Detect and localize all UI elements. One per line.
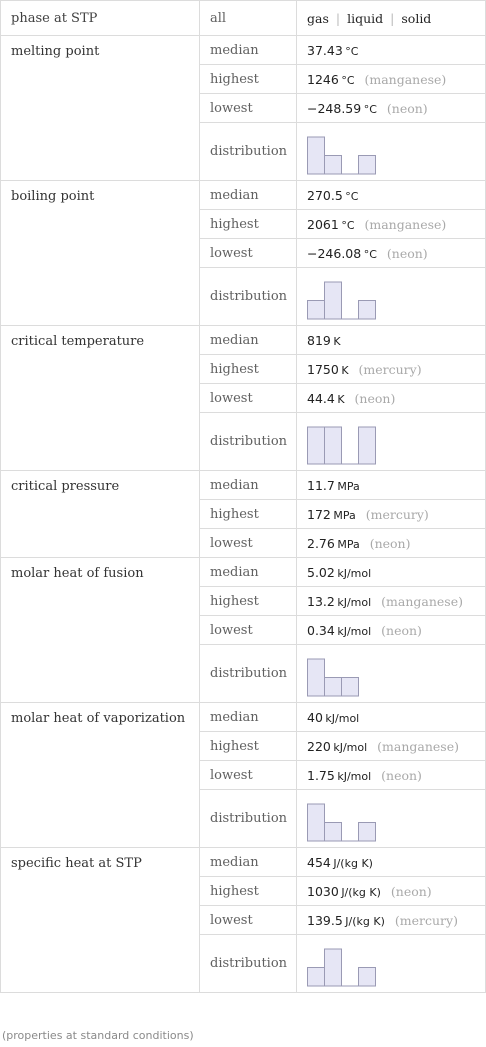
- melting-point-lowest-value: [297, 94, 486, 123]
- value-unit: kJ/mol: [325, 711, 360, 725]
- stat-label: median: [200, 471, 297, 500]
- value-unit: MPa: [333, 508, 356, 522]
- header-phases: [297, 1, 486, 36]
- distribution-histogram: [297, 935, 486, 993]
- critical-pressure-median-row: [1, 471, 486, 500]
- histogram-bar: [325, 427, 342, 464]
- molar-heat-of-fusion-median-value: [297, 558, 486, 587]
- stat-label: highest: [200, 210, 297, 239]
- histogram-bar: [325, 822, 342, 841]
- molar-heat-of-vaporization-median-row: [1, 703, 486, 732]
- stat-label: lowest: [200, 616, 297, 645]
- value-note: (manganese): [364, 71, 447, 87]
- header-phase-label: phase at STP: [1, 1, 200, 36]
- value-note: (neon): [390, 883, 432, 899]
- boiling-point-median-row: [1, 181, 486, 210]
- value-unit: °C: [363, 247, 377, 261]
- histogram-svg: [307, 938, 387, 990]
- distribution-histogram: [297, 790, 486, 848]
- histogram-svg: [307, 793, 387, 845]
- boiling-point-median-value: [297, 181, 486, 210]
- value-unit: kJ/mol: [337, 566, 372, 580]
- value-unit: kJ/mol: [337, 624, 372, 638]
- value-number: 270.5: [307, 187, 343, 203]
- value-unit: °C: [363, 102, 377, 116]
- value-number: 44.4: [307, 390, 335, 406]
- stat-label: lowest: [200, 384, 297, 413]
- molar-heat-of-vaporization-lowest-value: [297, 761, 486, 790]
- phase-separator: |: [390, 10, 395, 26]
- value-unit: kJ/mol: [337, 769, 372, 783]
- boiling-point-highest-value: [297, 210, 486, 239]
- melting-point-median-value: [297, 36, 486, 65]
- stat-label: median: [200, 558, 297, 587]
- critical-temperature-lowest-value: [297, 384, 486, 413]
- value-number: −246.08: [307, 245, 362, 261]
- critical-temperature-highest-value: [297, 355, 486, 384]
- value-unit: °C: [345, 189, 359, 203]
- footnote: (properties at standard conditions): [2, 1029, 194, 1042]
- stat-label: lowest: [200, 94, 297, 123]
- stat-label: highest: [200, 500, 297, 529]
- histogram-bar: [325, 282, 342, 319]
- value-number: 454: [307, 854, 331, 870]
- value-number: 1.75: [307, 767, 335, 783]
- value-number: 37.43: [307, 42, 343, 58]
- distribution-histogram: [297, 268, 486, 326]
- histogram-bar: [359, 822, 376, 841]
- value-unit: kJ/mol: [333, 740, 368, 754]
- stat-label: distribution: [200, 123, 297, 181]
- value-note: (manganese): [381, 593, 463, 609]
- value-number: 172: [307, 506, 331, 522]
- value-number: 5.02: [307, 564, 335, 580]
- histogram-bar: [325, 949, 342, 986]
- phase-gas: gas: [307, 10, 329, 26]
- specific-heat-at-stp-highest-value: [297, 877, 486, 906]
- stat-label: median: [200, 181, 297, 210]
- stat-label: lowest: [200, 239, 297, 268]
- phase-solid: solid: [401, 10, 432, 26]
- property-name: boiling point: [1, 181, 200, 326]
- histogram-bar: [359, 427, 376, 464]
- molar-heat-of-fusion-lowest-value: [297, 616, 486, 645]
- histogram-bar: [308, 300, 325, 319]
- property-name: critical pressure: [1, 471, 200, 558]
- stat-label: highest: [200, 732, 297, 761]
- value-note: (neon): [386, 245, 428, 261]
- value-unit: MPa: [337, 537, 360, 551]
- histogram-bar: [325, 677, 342, 696]
- value-unit: J/(kg K): [333, 856, 373, 870]
- value-unit: °C: [341, 218, 355, 232]
- molar-heat-of-fusion-highest-value: [297, 587, 486, 616]
- value-unit: J/(kg K): [345, 914, 385, 928]
- histogram-bar: [359, 300, 376, 319]
- value-number: 220: [307, 738, 331, 754]
- value-number: 40: [307, 709, 323, 725]
- value-note: (neon): [381, 767, 422, 783]
- stat-label: median: [200, 326, 297, 355]
- stat-label: highest: [200, 587, 297, 616]
- value-number: 2.76: [307, 535, 335, 551]
- molar-heat-of-vaporization-median-value: [297, 703, 486, 732]
- value-number: 0.34: [307, 622, 335, 638]
- value-number: 2061: [307, 216, 339, 232]
- histogram-svg: [307, 126, 387, 178]
- histogram-bar: [342, 677, 359, 696]
- histogram-svg: [307, 271, 387, 323]
- value-unit: °C: [341, 73, 355, 87]
- property-name: molar heat of fusion: [1, 558, 200, 703]
- stat-label: distribution: [200, 413, 297, 471]
- value-note: (neon): [381, 622, 422, 638]
- boiling-point-lowest-value: [297, 239, 486, 268]
- property-name: specific heat at STP: [1, 848, 200, 993]
- stat-label: distribution: [200, 645, 297, 703]
- critical-pressure-lowest-value: [297, 529, 486, 558]
- value-number: 1246: [307, 71, 339, 87]
- stat-label: median: [200, 848, 297, 877]
- value-unit: kJ/mol: [337, 595, 372, 609]
- value-number: 1750: [307, 361, 339, 377]
- stat-label: lowest: [200, 761, 297, 790]
- stat-label: distribution: [200, 790, 297, 848]
- histogram-bar: [308, 804, 325, 841]
- value-number: 11.7: [307, 477, 335, 493]
- histogram-bar: [308, 659, 325, 696]
- value-unit: MPa: [337, 479, 360, 493]
- phase-separator: |: [335, 10, 341, 26]
- value-unit: K: [341, 363, 349, 377]
- value-unit: °C: [345, 44, 359, 58]
- value-unit: K: [333, 334, 341, 348]
- value-number: 13.2: [307, 593, 335, 609]
- molar-heat-of-vaporization-highest-value: [297, 732, 486, 761]
- histogram-bar: [308, 427, 325, 464]
- value-number: 139.5: [307, 912, 343, 928]
- melting-point-highest-value: [297, 65, 486, 94]
- stat-label: median: [200, 703, 297, 732]
- histogram-bar: [308, 967, 325, 986]
- value-note: (neon): [354, 390, 396, 406]
- histogram-bar: [359, 967, 376, 986]
- value-note: (manganese): [377, 738, 459, 754]
- value-note: (mercury): [365, 506, 429, 522]
- stat-label: distribution: [200, 935, 297, 993]
- specific-heat-at-stp-median-value: [297, 848, 486, 877]
- stat-label: highest: [200, 355, 297, 384]
- histogram-svg: [307, 416, 387, 468]
- header-all-label: all: [200, 1, 297, 36]
- value-note: (neon): [369, 535, 411, 551]
- value-number: 1030: [307, 883, 339, 899]
- molar-heat-of-fusion-median-row: [1, 558, 486, 587]
- critical-temperature-median-row: [1, 326, 486, 355]
- value-number: −248.59: [307, 100, 362, 116]
- value-note: (mercury): [394, 912, 458, 928]
- stat-label: lowest: [200, 906, 297, 935]
- stat-label: distribution: [200, 268, 297, 326]
- header-row: [1, 1, 486, 36]
- value-note: (mercury): [358, 361, 422, 377]
- value-unit: J/(kg K): [341, 885, 381, 899]
- specific-heat-at-stp-lowest-value: [297, 906, 486, 935]
- stat-label: median: [200, 36, 297, 65]
- critical-temperature-median-value: [297, 326, 486, 355]
- stat-label: lowest: [200, 529, 297, 558]
- distribution-histogram: [297, 413, 486, 471]
- value-note: (neon): [386, 100, 428, 116]
- histogram-bar: [359, 155, 376, 174]
- value-note: (manganese): [364, 216, 447, 232]
- histogram-svg: [307, 648, 387, 700]
- histogram-bar: [325, 155, 342, 174]
- stat-label: highest: [200, 65, 297, 94]
- critical-pressure-highest-value: [297, 500, 486, 529]
- value-unit: K: [337, 392, 345, 406]
- distribution-histogram: [297, 645, 486, 703]
- phase-liquid: liquid: [347, 10, 384, 26]
- value-number: 819: [307, 332, 331, 348]
- melting-point-median-row: [1, 36, 486, 65]
- stat-label: highest: [200, 877, 297, 906]
- histogram-bar: [308, 137, 325, 174]
- property-name: melting point: [1, 36, 200, 181]
- distribution-histogram: [297, 123, 486, 181]
- property-name: molar heat of vaporization: [1, 703, 200, 848]
- critical-pressure-median-value: [297, 471, 486, 500]
- property-name: critical temperature: [1, 326, 200, 471]
- specific-heat-at-stp-median-row: [1, 848, 486, 877]
